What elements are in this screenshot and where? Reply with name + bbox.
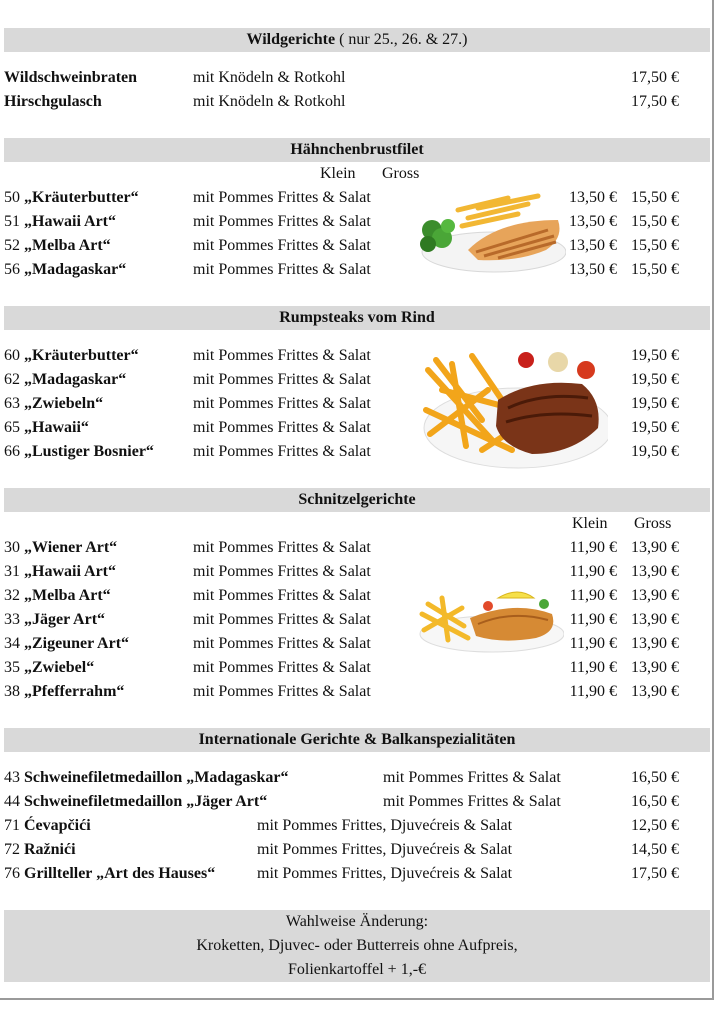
- changes-note-line3: Folienkartoffel + 1,-€: [287, 961, 427, 978]
- item-desc: mit Pommes Frittes & Salat: [193, 371, 371, 388]
- item-title: „Wiener Art“: [24, 539, 118, 556]
- item-number: 38: [4, 683, 20, 700]
- item-desc: mit Pommes Frittes & Salat: [193, 683, 371, 700]
- item-number: 50: [4, 189, 20, 206]
- col-header-large: Gross: [634, 515, 672, 532]
- item-name: [4, 416, 89, 440]
- item-title: „Hawaii Art“: [24, 213, 116, 230]
- section-header-wild: [4, 28, 710, 52]
- item-price-small: 13,50 €: [569, 189, 617, 206]
- item-name: [4, 344, 139, 368]
- item-desc: mit Pommes Frittes & Salat: [193, 659, 371, 676]
- item-desc: mit Pommes Frittes & Salat: [383, 793, 561, 810]
- item-name: [4, 536, 117, 560]
- item-number: 35: [4, 659, 20, 676]
- item-number: 63: [4, 395, 20, 412]
- item-price-large: 13,90 €: [631, 635, 679, 652]
- item-price-small: 11,90 €: [569, 563, 617, 580]
- item-title: „Hawaii Art“: [24, 563, 116, 580]
- item-name: [4, 790, 267, 814]
- item-price-large: 13,90 €: [631, 659, 679, 676]
- item-desc: mit Pommes Frittes & Salat: [193, 213, 371, 230]
- item-price: 19,50 €: [631, 347, 679, 364]
- item-desc: mit Pommes Frittes & Salat: [383, 769, 561, 786]
- item-price-small: 11,90 €: [569, 683, 617, 700]
- item-name: [4, 862, 215, 886]
- item-price: 12,50 €: [631, 817, 679, 834]
- item-price-small: 13,50 €: [569, 237, 617, 254]
- item-desc: mit Pommes Frittes & Salat: [193, 539, 371, 556]
- item-number: 30: [4, 539, 20, 556]
- section-title-haehnchen: Hähnchenbrustfilet: [290, 141, 424, 158]
- changes-note-line1: Wahlweise Änderung:: [285, 913, 429, 930]
- item-price: 16,50 €: [631, 769, 679, 786]
- item-number: 32: [4, 587, 20, 604]
- chicken-plate-image: [418, 190, 566, 274]
- item-name: [4, 368, 126, 392]
- item-price-small: 11,90 €: [569, 539, 617, 556]
- section-header-rumpsteak: [4, 306, 710, 330]
- item-desc: mit Pommes Frittes & Salat: [193, 237, 371, 254]
- item-title: „Kräuterbutter“: [24, 189, 139, 206]
- col-header-small: Klein: [572, 515, 608, 532]
- schnitzel-plate-image: [418, 584, 564, 654]
- item-title: „Jäger Art“: [24, 611, 106, 628]
- item-name: [4, 632, 129, 656]
- section-title-rumpsteak: Rumpsteaks vom Rind: [279, 309, 435, 326]
- item-name: [4, 584, 111, 608]
- item-price-small: 13,50 €: [569, 261, 617, 278]
- item-price: 14,50 €: [631, 841, 679, 858]
- item-number: 65: [4, 419, 20, 436]
- item-number: 51: [4, 213, 20, 230]
- item-price-large: 13,90 €: [631, 587, 679, 604]
- item-title: „Kräuterbutter“: [24, 347, 139, 364]
- item-desc: mit Pommes Frittes & Salat: [193, 261, 371, 278]
- item-title: „Madagaskar“: [24, 371, 127, 388]
- item-desc: mit Pommes Frittes & Salat: [193, 563, 371, 580]
- changes-note: [4, 910, 710, 982]
- changes-note-line2: Kroketten, Djuvec- oder Butterreis ohne Aufpreis,: [196, 937, 518, 954]
- item-name: [4, 656, 94, 680]
- item-title: „Zwiebeln“: [24, 395, 104, 412]
- item-price-small: 11,90 €: [569, 659, 617, 676]
- item-number: 76: [4, 865, 20, 882]
- item-price-large: 15,50 €: [631, 189, 679, 206]
- item-title: Grillteller „Art des Hauses“: [24, 865, 216, 882]
- item-title: „Zigeuner Art“: [24, 635, 130, 652]
- item-price-small: 11,90 €: [569, 635, 617, 652]
- section-header-haehnchen: [4, 138, 710, 162]
- item-title: „Zwiebel“: [24, 659, 95, 676]
- item-price-large: 13,90 €: [631, 611, 679, 628]
- section-title-international: Internationale Gerichte & Balkanspezialitäten: [198, 731, 516, 748]
- item-price-small: 11,90 €: [569, 587, 617, 604]
- item-number: 71: [4, 817, 20, 834]
- item-name: [4, 186, 139, 210]
- item-name: [4, 680, 124, 704]
- item-desc: mit Pommes Frittes & Salat: [193, 395, 371, 412]
- item-desc: mit Pommes Frittes & Salat: [193, 635, 371, 652]
- item-price-large: 15,50 €: [631, 237, 679, 254]
- col-header-large: Gross: [382, 165, 420, 182]
- item-name: [4, 234, 111, 258]
- item-desc: mit Pommes Frittes, Djuvećreis & Salat: [257, 817, 513, 834]
- item-price: 19,50 €: [631, 395, 679, 412]
- item-name: [4, 258, 126, 282]
- section-header-international: [4, 728, 710, 752]
- item-title: „Madagaskar“: [24, 261, 127, 278]
- item-price: 17,50 €: [631, 93, 679, 110]
- item-desc: mit Pommes Frittes & Salat: [193, 443, 371, 460]
- item-name: [4, 838, 76, 862]
- item-title: „Melba Art“: [24, 587, 111, 604]
- section-title-wild: Wildgerichte: [246, 31, 336, 48]
- item-desc: mit Knödeln & Rotkohl: [193, 69, 346, 86]
- item-number: 34: [4, 635, 20, 652]
- col-header-small: Klein: [320, 165, 356, 182]
- item-number: 31: [4, 563, 20, 580]
- item-title: Ćevapčići: [24, 817, 91, 834]
- item-title: „Melba Art“: [24, 237, 111, 254]
- item-name: [4, 608, 105, 632]
- section-header-schnitzel: [4, 488, 710, 512]
- item-title: „Lustiger Bosnier“: [24, 443, 154, 460]
- item-price-large: 13,90 €: [631, 563, 679, 580]
- item-number: 43: [4, 769, 20, 786]
- item-number: 72: [4, 841, 20, 858]
- item-name: [4, 560, 116, 584]
- steak-plate-image: [422, 350, 608, 470]
- item-title: Ražnići: [24, 841, 76, 858]
- item-price: 17,50 €: [631, 865, 679, 882]
- item-title: Schweinefiletmedaillon „Madagaskar“: [24, 769, 289, 786]
- item-price-large: 15,50 €: [631, 213, 679, 230]
- item-desc: mit Pommes Frittes & Salat: [193, 419, 371, 436]
- item-desc: mit Pommes Frittes & Salat: [193, 347, 371, 364]
- item-title: Schweinefiletmedaillon „Jäger Art“: [24, 793, 268, 810]
- item-number: 44: [4, 793, 20, 810]
- item-desc: mit Pommes Frittes, Djuvećreis & Salat: [257, 841, 513, 858]
- item-price: 19,50 €: [631, 371, 679, 388]
- item-title: „Hawaii“: [24, 419, 89, 436]
- item-desc: mit Pommes Frittes, Djuvećreis & Salat: [257, 865, 513, 882]
- section-note-wild: ( nur 25., 26. & 27.): [339, 31, 468, 48]
- item-price: 19,50 €: [631, 443, 679, 460]
- item-price-large: 13,90 €: [631, 683, 679, 700]
- item-name: [4, 766, 288, 790]
- item-desc: mit Pommes Frittes & Salat: [193, 587, 371, 604]
- item-desc: mit Knödeln & Rotkohl: [193, 93, 346, 110]
- item-name: Wildschweinbraten: [4, 69, 138, 86]
- item-price-large: 13,90 €: [631, 539, 679, 556]
- section-title-schnitzel: Schnitzelgerichte: [298, 491, 416, 508]
- item-price: 16,50 €: [631, 793, 679, 810]
- item-number: 52: [4, 237, 20, 254]
- item-number: 56: [4, 261, 20, 278]
- item-price-small: 13,50 €: [569, 213, 617, 230]
- item-name: [4, 210, 116, 234]
- item-name: Hirschgulasch: [4, 93, 102, 110]
- item-price-small: 11,90 €: [569, 611, 617, 628]
- item-desc: mit Pommes Frittes & Salat: [193, 189, 371, 206]
- item-number: 62: [4, 371, 20, 388]
- item-number: 33: [4, 611, 20, 628]
- item-number: 60: [4, 347, 20, 364]
- item-title: „Pfefferrahm“: [24, 683, 125, 700]
- item-desc: mit Pommes Frittes & Salat: [193, 611, 371, 628]
- item-name: [4, 392, 103, 416]
- item-price: 19,50 €: [631, 419, 679, 436]
- item-number: 66: [4, 443, 20, 460]
- item-price: 17,50 €: [631, 69, 679, 86]
- item-name: [4, 814, 91, 838]
- item-price-large: 15,50 €: [631, 261, 679, 278]
- item-name: [4, 440, 154, 464]
